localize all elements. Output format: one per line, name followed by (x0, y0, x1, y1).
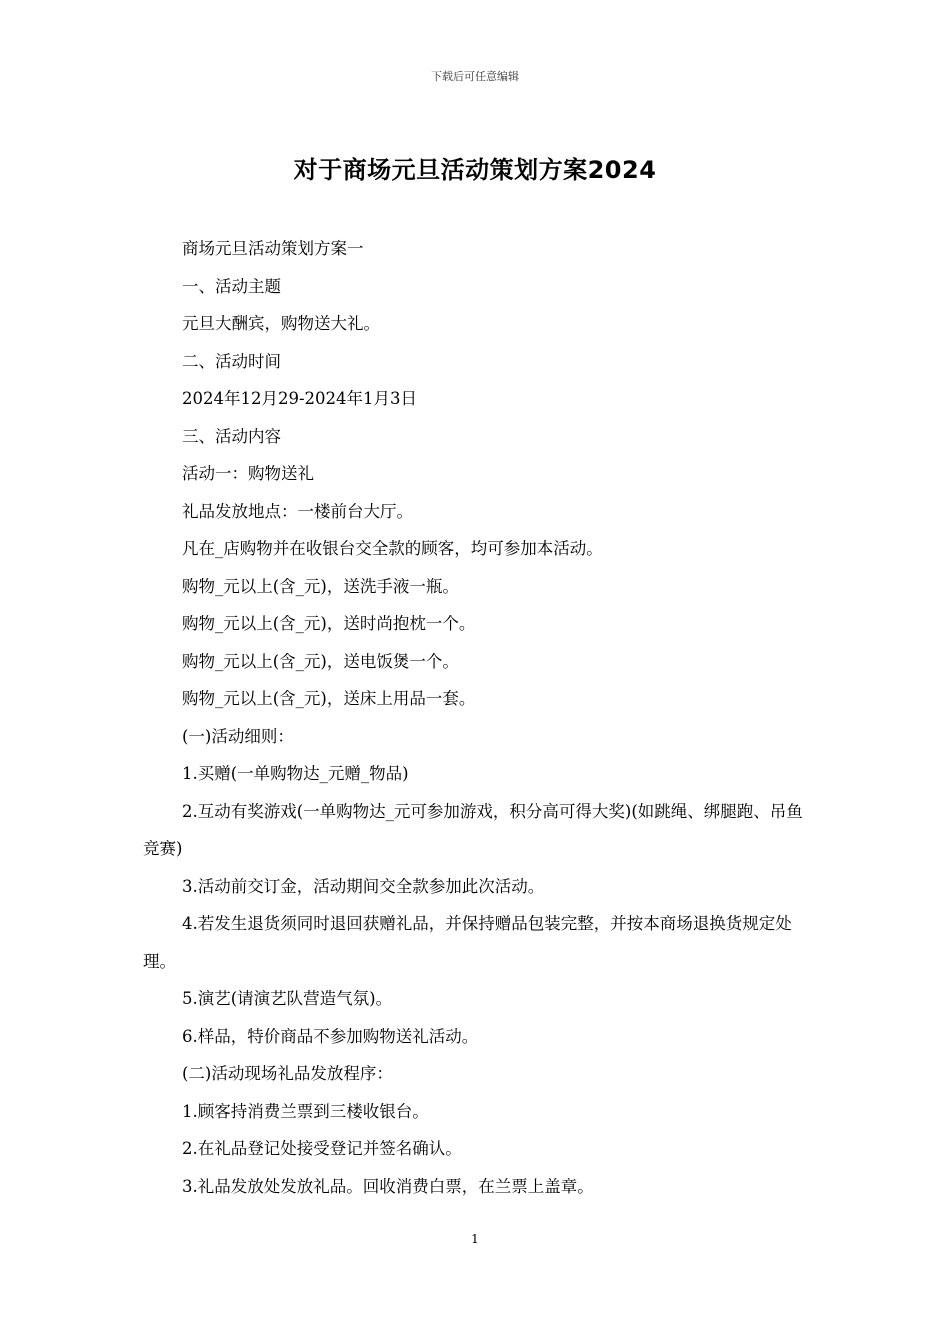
paragraph: 2024年12月29-2024年1月3日 (182, 389, 418, 408)
list-item: 3.礼品发放处发放礼品。回收消费白票，在兰票上盖章。 (182, 1176, 594, 1196)
paragraph: 元旦大酬宾，购物送大礼。 (182, 314, 380, 333)
page-number: 1 (471, 1232, 479, 1246)
list-item: 3.活动前交订金，活动期间交全款参加此次活动。 (182, 876, 545, 896)
paragraph: 凡在_店购物并在收银台交全款的顾客，均可参加本活动。 (182, 539, 603, 558)
list-item: 5.演艺(请演艺队营造气氛)。 (182, 989, 393, 1008)
section-heading: 一、活动主题 (182, 276, 281, 296)
subsection-heading: (一)活动细则： (182, 726, 294, 746)
paragraph: 礼品发放地点：一楼前台大厅。 (182, 501, 413, 521)
subsection-heading: (二)活动现场礼品发放程序： (182, 1064, 393, 1083)
list-item: 购物_元以上(含_元)，送时尚抱枕一个。 (182, 614, 476, 633)
list-item: 购物_元以上(含_元)，送电饭煲一个。 (182, 651, 459, 671)
list-item: 4.若发生退货须同时退回获赠礼品，并保持赠品包装完整，并按本商场退换货规定处理。 (143, 914, 792, 971)
section-heading: 三、活动内容 (182, 426, 281, 446)
list-item: 2.在礼品登记处接受登记并签名确认。 (182, 1139, 462, 1158)
list-item: 购物_元以上(含_元)，送床上用品一套。 (182, 689, 476, 708)
document-title: 对于商场元旦活动策划方案2024 (293, 156, 657, 184)
page-header: 下载后可任意编辑 (431, 70, 519, 83)
list-item: 6.样品，特价商品不参加购物送礼活动。 (182, 1026, 479, 1046)
list-item: 1.顾客持消费兰票到三楼收银台。 (182, 1101, 429, 1121)
list-item: 1.买赠(一单购物达_元赠_物品) (182, 764, 409, 783)
document-body (143, 230, 808, 1205)
section-heading: 二、活动时间 (182, 351, 281, 371)
list-item: 2.互动有奖游戏(一单购物达_元可参加游戏，积分高可得大奖)(如跳绳、绑腿跑、吊鱼竞赛) (143, 801, 803, 858)
paragraph: 商场元旦活动策划方案一 (182, 239, 364, 258)
paragraph: 活动一：购物送礼 (182, 464, 314, 483)
list-item: 购物_元以上(含_元)，送洗手液一瓶。 (182, 576, 459, 596)
